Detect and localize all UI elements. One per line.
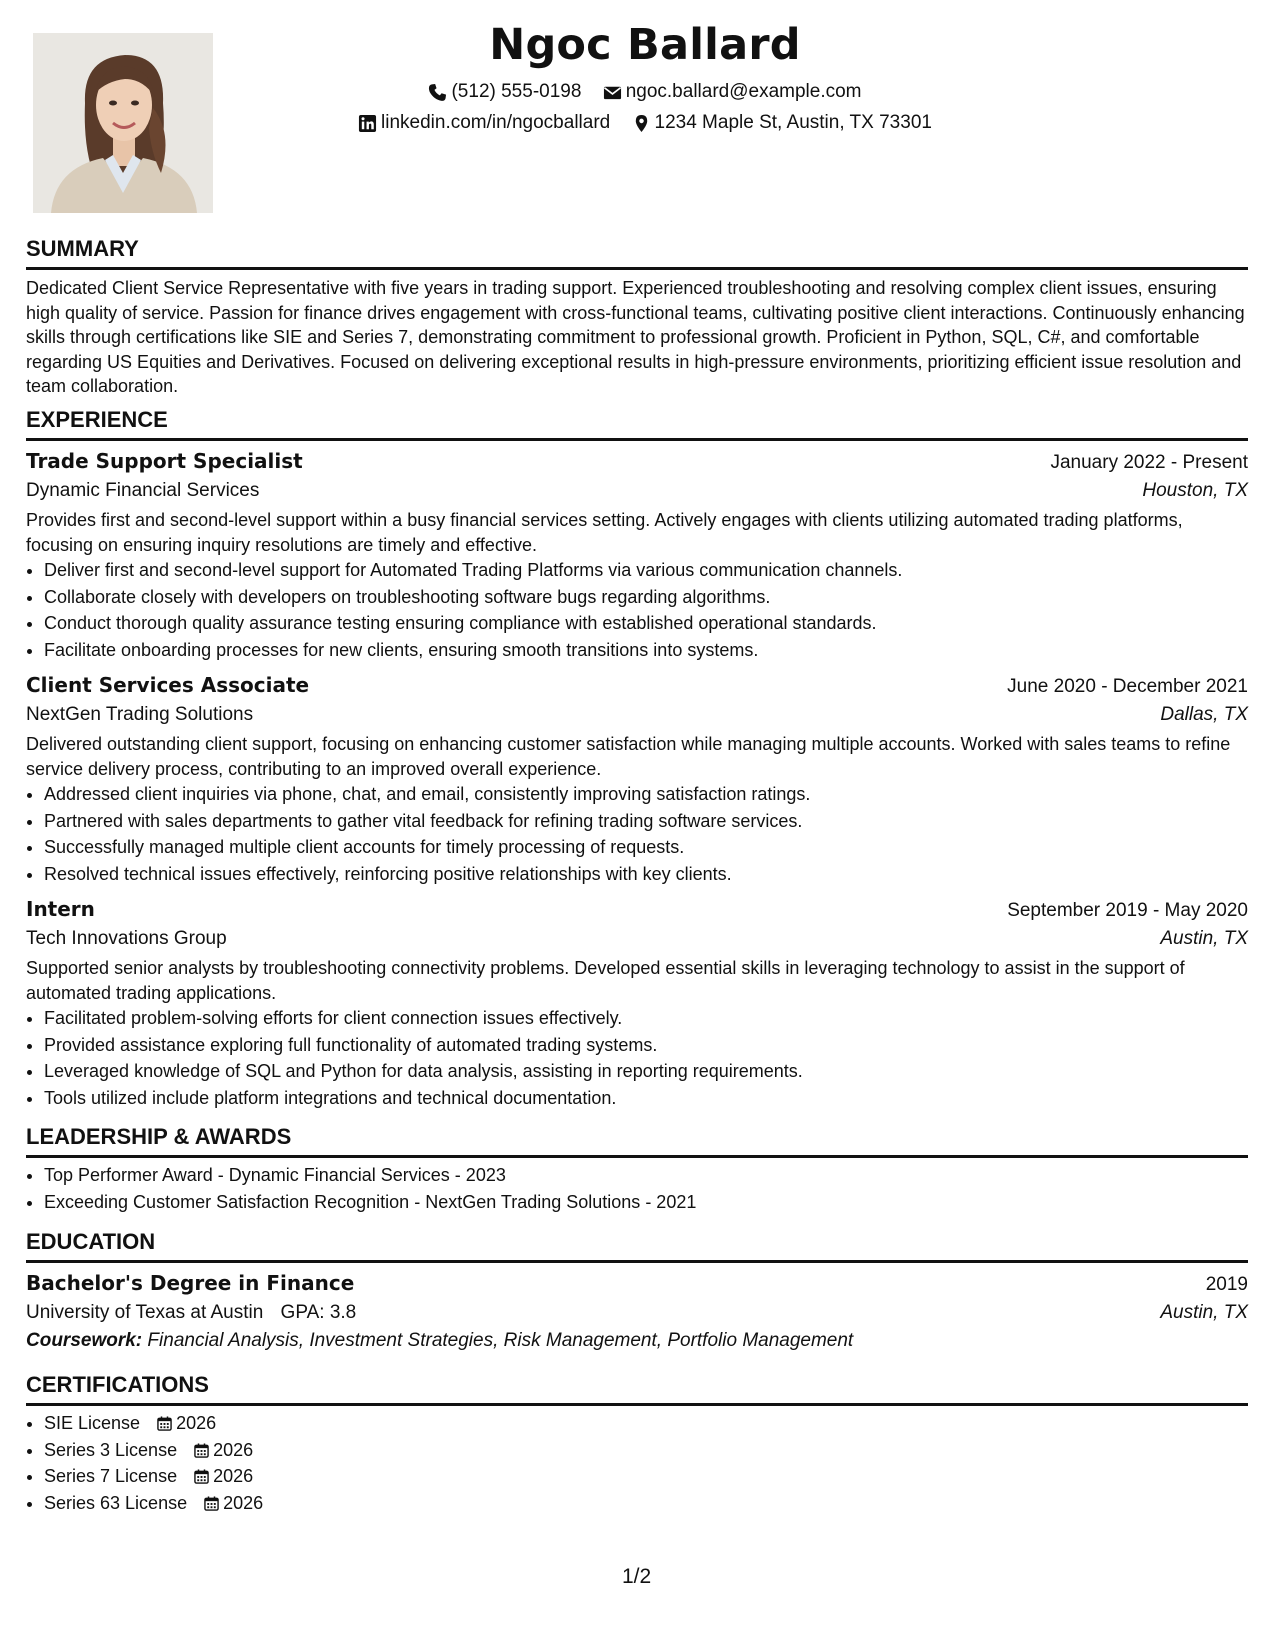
job-dates: June 2020 - December 2021 [1007, 676, 1248, 697]
leadership-section [26, 1124, 1248, 1215]
list-item: • Top Performer Award - Dynamic Financial Services - 2023 [44, 1162, 1248, 1189]
job-bullets [26, 557, 1248, 663]
list-item: • Partnered with sales departments to gather vital feedback for refining trading software services. [44, 808, 1248, 835]
linkedin-url: linkedin.com/in/ngocballard [381, 112, 611, 133]
cert-year: 2026 [223, 1492, 264, 1513]
cert-name: Series 7 License [44, 1466, 178, 1486]
cert-year: 2026 [213, 1466, 254, 1486]
list-item [44, 1437, 1248, 1464]
list-item: • Conduct thorough quality assurance testing ensuring compliance with established operational standards. [44, 610, 1248, 637]
job-title: Trade Support Specialist [26, 449, 303, 473]
company-name: NextGen Trading Solutions [26, 704, 254, 725]
graduation-year: 2019 [1205, 1274, 1248, 1295]
coursework-label: Coursework: [26, 1330, 143, 1351]
summary-text: Dedicated Client Service Representative with five years in trading support. Experienced troubleshooting and resolving complex client issues, ensuring high quality of service. Passion for finance drives engagement with cross-functional teams, cultivating positive client interactions. Continuously enhancing skills through certifications like SIE and Series 7, demonstrating commitment to professional growth. Proficient in Python, SQL, C#, and comfortable regarding US Equities and Derivatives. Focused on delivering exceptional results in high-pressure environments, prioritizing efficient issue resolution and team collaboration. [26, 278, 1245, 396]
street-address: 1234 Maple St, Austin, TX 73301 [654, 112, 932, 133]
calendar-icon [204, 1496, 219, 1511]
list-item: • Provided assistance exploring full functionality of automated trading systems. [44, 1032, 1248, 1059]
list-item: • Successfully managed multiple client accounts for timely processing of requests. [44, 834, 1248, 861]
list-item: • Collaborate closely with developers on troubleshooting software bugs regarding algorithms. [44, 584, 1248, 611]
envelope-icon [603, 83, 622, 102]
phone-contact[interactable] [428, 81, 581, 103]
section-title: EDUCATION [26, 1229, 1248, 1263]
page-number: 1/2 [622, 1565, 652, 1588]
job-description: Supported senior analysts by troubleshooting connectivity problems. Developed essential skills in leveraging technology to assist in the support of automated trading applications. [26, 958, 1185, 1003]
email-contact[interactable] [603, 81, 862, 103]
cert-name: SIE License [44, 1413, 141, 1433]
experience-section [26, 407, 1248, 1111]
address-contact [632, 112, 932, 134]
contact-row-primary [0, 81, 1275, 108]
job-description: Delivered outstanding client support, focusing on enhancing customer satisfaction while managing multiple accounts. Worked with sales teams to refine service delivery process, contributing to an improved overall experience. [26, 734, 1231, 779]
map-pin-icon [632, 114, 651, 133]
phone-number: (512) 555-0198 [451, 81, 582, 102]
list-item [44, 1490, 1248, 1517]
job-bullets [26, 781, 1248, 887]
calendar-icon [194, 1469, 209, 1484]
summary-section [26, 236, 1248, 399]
cert-year: 2026 [213, 1439, 254, 1460]
cert-name: Series 3 License [44, 1439, 178, 1460]
list-item: • Facilitated problem-solving efforts for client connection issues effectively. [44, 1005, 1248, 1032]
degree-title: Bachelor's Degree in Finance [26, 1271, 355, 1295]
job-entry [26, 897, 1248, 1111]
list-item: • Resolved technical issues effectively, reinforcing positive relationships with key clients. [44, 861, 1248, 888]
company-name: Tech Innovations Group [26, 928, 227, 949]
cert-name: Series 63 License [44, 1492, 188, 1513]
list-item [44, 1463, 1248, 1490]
school-location: Austin, TX [1160, 1302, 1248, 1323]
list-item: • Facilitate onboarding processes for new clients, ensuring smooth transitions into systems. [44, 637, 1248, 664]
job-title: Intern [26, 897, 95, 921]
awards-list [26, 1162, 1248, 1215]
job-dates: September 2019 - May 2020 [1007, 900, 1248, 921]
section-title: EXPERIENCE [26, 407, 1248, 441]
section-title: SUMMARY [26, 236, 1248, 270]
linkedin-icon [358, 114, 377, 133]
candidate-name: Ngoc Ballard [489, 20, 801, 70]
list-item: • Addressed client inquiries via phone, chat, and email, consistently improving satisfaction ratings. [44, 781, 1248, 808]
job-description: Provides first and second-level support within a busy financial services setting. Actively engages with clients utilizing automated trading platforms, focusing on ensuring inquiry resolutions are timely and effective. [26, 510, 1183, 555]
list-item: • Leveraged knowledge of SQL and Python for data analysis, assisting in reporting requirements. [44, 1058, 1248, 1085]
email-address: ngoc.ballard@example.com [625, 81, 862, 102]
linkedin-contact[interactable] [358, 112, 610, 134]
education-section [26, 1229, 1248, 1352]
gpa: GPA: 3.8 [280, 1302, 357, 1323]
section-title: CERTIFICATIONS [26, 1372, 1248, 1406]
calendar-icon [194, 1443, 209, 1458]
school-name: University of Texas at Austin [26, 1302, 264, 1323]
certifications-section [26, 1372, 1248, 1516]
job-location: Dallas, TX [1160, 704, 1248, 725]
contact-row-secondary [0, 112, 1275, 139]
job-bullets [26, 1005, 1248, 1111]
phone-icon [428, 83, 447, 102]
coursework [26, 1330, 1248, 1352]
company-name: Dynamic Financial Services [26, 480, 260, 501]
job-entry [26, 449, 1248, 663]
list-item [44, 1410, 1248, 1437]
list-item: • Tools utilized include platform integrations and technical documentation. [44, 1085, 1248, 1112]
job-dates: January 2022 - Present [1050, 452, 1248, 473]
coursework-list: Financial Analysis, Investment Strategies, Risk Management, Portfolio Management [147, 1330, 854, 1351]
calendar-icon [157, 1416, 172, 1431]
certifications-list [26, 1410, 1248, 1516]
cert-year: 2026 [176, 1413, 217, 1433]
job-location: Houston, TX [1142, 480, 1248, 501]
list-item: • Exceeding Customer Satisfaction Recognition - NextGen Trading Solutions - 2021 [44, 1189, 1248, 1216]
list-item: • Deliver first and second-level support for Automated Trading Platforms via various communication channels. [44, 557, 1248, 584]
job-location: Austin, TX [1160, 928, 1248, 949]
job-entry [26, 673, 1248, 887]
section-title: LEADERSHIP & AWARDS [26, 1124, 1248, 1158]
job-title: Client Services Associate [26, 673, 310, 697]
